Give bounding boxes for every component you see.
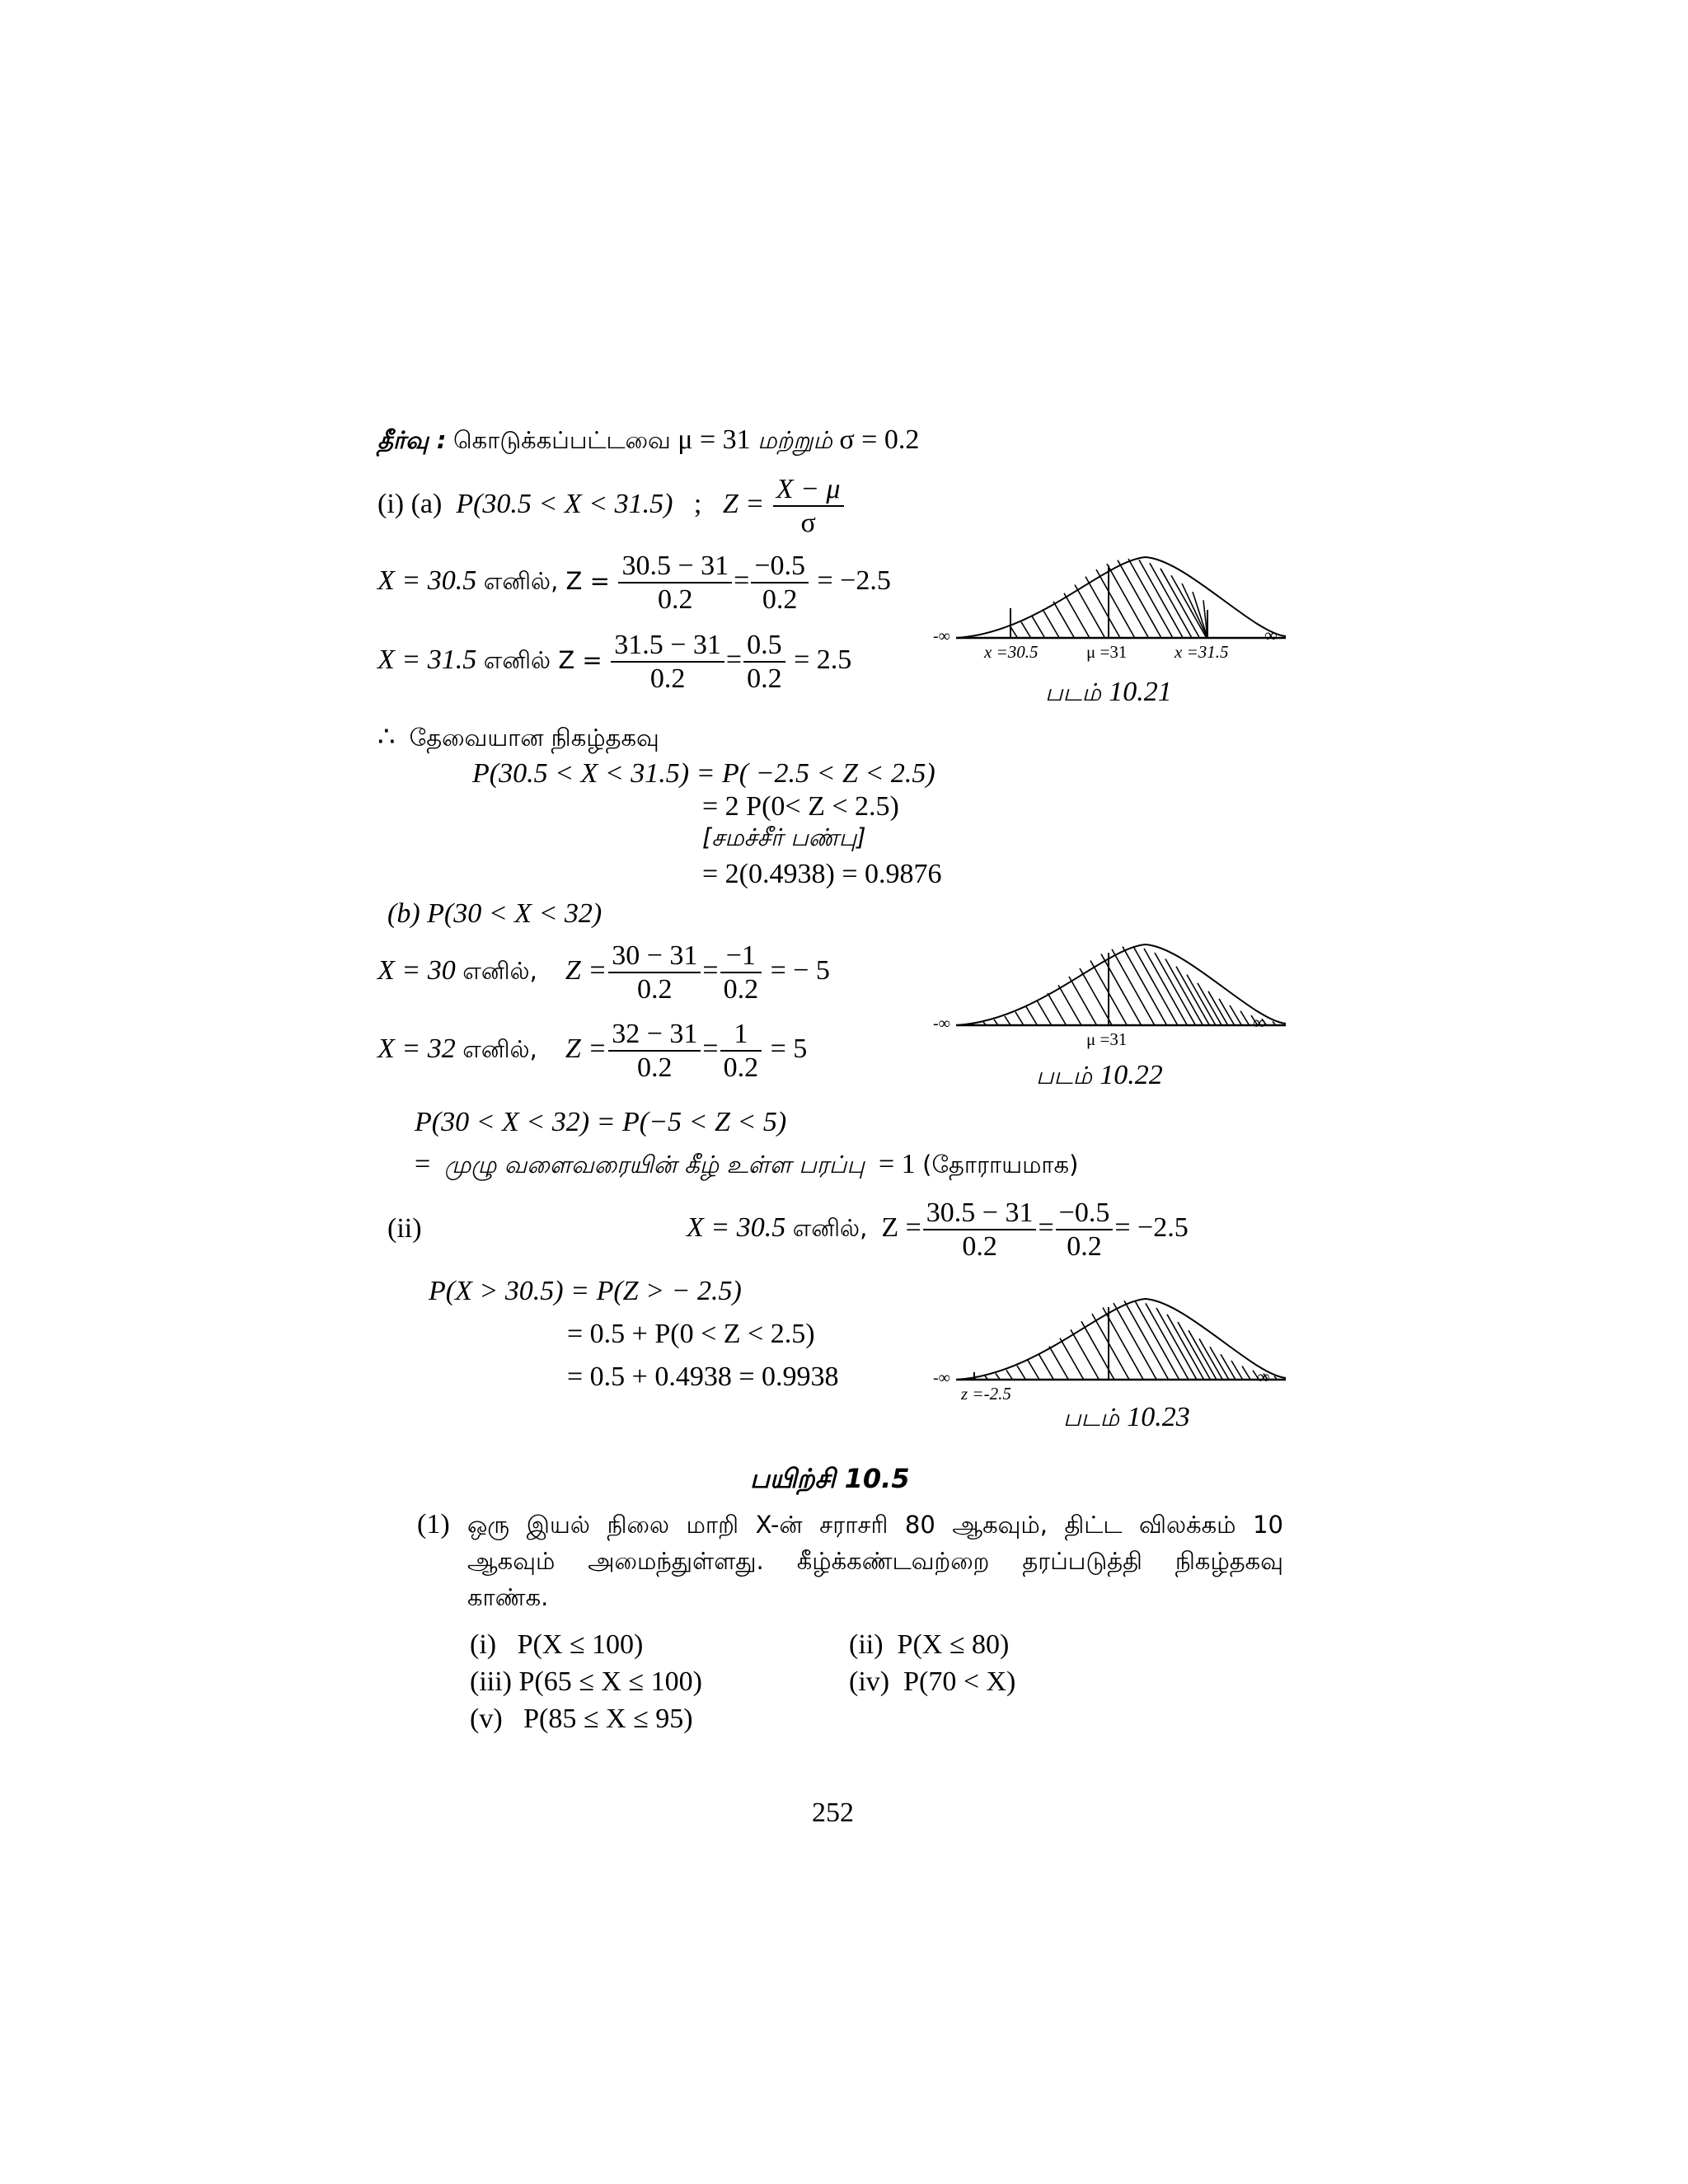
ib-line2-result: = 5 (770, 1033, 808, 1064)
ib-line2-if: எனில், (462, 1034, 537, 1063)
normal-curve (956, 944, 1286, 1025)
line1-lhs: X = 30.5 (377, 565, 477, 596)
part-ii-frac2-den: 0.2 (1067, 1231, 1102, 1263)
hatch-line (1037, 1001, 1052, 1025)
part-ii-label: (ii) (387, 1213, 422, 1244)
hatch-fig2 (973, 946, 1276, 1025)
therefore-symbol: ∴ (377, 722, 396, 752)
solution-line (377, 426, 919, 454)
line2-frac2-den: 0.2 (747, 663, 782, 695)
figure-10-21 (923, 544, 1302, 668)
line2-if: எனில் Z = (483, 645, 603, 674)
part-ia-prob: P(30.5 < X < 31.5) (456, 488, 673, 519)
part-ii-frac2-num: −0.5 (1056, 1197, 1114, 1230)
part-ii-frac2 (1056, 1197, 1114, 1263)
hatch-line (1085, 577, 1120, 638)
fig1-label-right: x =31.5 (1175, 642, 1229, 662)
part-ia-eq4: = 2(0.4938) = 0.9876 (702, 859, 942, 889)
z-formula-num: X − μ (773, 473, 844, 507)
ib-line1-frac2-num: −1 (720, 940, 762, 973)
part-ia-eq2 (702, 793, 899, 821)
hatch-line (1017, 1366, 1025, 1380)
hatch-line (1199, 1338, 1222, 1380)
and-text: மற்றும் (757, 426, 832, 454)
part-ib-line2: X = 32 எனில், Z = $\frac{32 - 31}{0.2}$ = $\frac{1}{0.2}$ = 5 (377, 1019, 808, 1084)
ib-line2-frac2 (720, 1018, 762, 1084)
hatch-line (1123, 947, 1167, 1025)
fig1-label-left: x =30.5 (984, 642, 1039, 662)
ib-line2-frac1 (608, 1018, 701, 1084)
ib-line2-frac1-den: 0.2 (637, 1052, 673, 1084)
part-ii-z: Z = (881, 1212, 921, 1243)
hatch-line (1071, 1329, 1099, 1380)
eq2-note: (தோராயமாக) (922, 1151, 1079, 1179)
line1-frac1 (618, 550, 732, 616)
caption-word: படம் (1045, 678, 1101, 706)
part-ia-line2: X = 31.5 எனில் Z = $\frac{31.5 - 31}{0.2}$ = $\frac{0.5}{0.2}$ = 2.5 (377, 630, 852, 695)
fig1-label-mid: μ =31 (1086, 642, 1128, 662)
line1-frac2 (751, 550, 809, 616)
line1-frac1-num: 30.5 − 31 (618, 550, 732, 583)
ib-line1-lhs: X = 30 (377, 954, 456, 986)
part-ib-eq1: P(30 < X < 32) = P(−5 < Z < 5) (415, 1107, 787, 1137)
caption-num: 10.23 (1127, 1402, 1190, 1432)
hatch-line (1135, 1301, 1179, 1380)
caption-num: 10.21 (1109, 677, 1172, 707)
given-sigma: σ = 0.2 (839, 424, 920, 455)
part-ii-frac1 (923, 1197, 1037, 1263)
neg-inf-label: -∞ (933, 627, 950, 645)
ib-line1-frac2 (720, 940, 762, 1005)
hatch-line (1198, 983, 1221, 1025)
line2-lhs: X = 31.5 (377, 644, 477, 675)
hatch-line (1006, 1370, 1012, 1380)
line2-frac2 (743, 629, 785, 695)
hatch-line (1064, 593, 1090, 638)
hatch-line (1028, 1360, 1039, 1380)
hatch-line (1060, 1338, 1084, 1380)
caption-10-22 (1036, 1062, 1163, 1090)
part-ib-eq2 (415, 1151, 1078, 1179)
part-ib-label: (b) P(30 < X < 32) (387, 898, 603, 929)
ib-line1-result: = − 5 (770, 954, 830, 986)
separator: ; (693, 488, 702, 519)
part-ii-line: X = 30.5 எனில், Z = $\frac{30.5 - 31}{0.2}$ = $\frac{-0.5}{0.2}$ = −2.5 (687, 1197, 1189, 1263)
eq2-prefix: = (415, 1149, 431, 1179)
question-line-3: காண்க. (467, 1583, 549, 1611)
hatch-line (1092, 1314, 1129, 1380)
line2-frac1-den: 0.2 (649, 663, 686, 695)
ib-line2-frac1-num: 32 − 31 (608, 1018, 701, 1052)
part-ii-lhs: X = 30.5 (687, 1212, 786, 1243)
caption-10-21 (1045, 678, 1172, 706)
exercise-part-iv: (iv) P(70 < X) (849, 1666, 1016, 1697)
exercise-part-v: (v) P(85 ≤ X ≤ 95) (470, 1704, 693, 1734)
ib-line1-z: Z = (565, 954, 607, 986)
z-formula-den: σ (800, 508, 816, 539)
part-ia-eq3: [சமச்சீர் பண்பு] (702, 823, 866, 851)
required-prob: தேவையான நிகழ்தகவு (409, 724, 659, 752)
ib-line1-frac1-num: 30 − 31 (608, 940, 701, 973)
hatch-line (1114, 1303, 1156, 1380)
solution-heading: தீர்வு : (377, 426, 447, 454)
ib-line2-frac2-num: 1 (720, 1018, 762, 1052)
question-line-1: ஒரு இயல் நிலை மாறி X-ன் சராசரி 80 ஆகவும், திட்ட விலக்கம் 10 (467, 1511, 1283, 1539)
page-number: 252 (812, 1797, 854, 1828)
line2-frac2-num: 0.5 (743, 629, 785, 663)
part-ii-if: எனில், (792, 1213, 868, 1242)
hatch-line (1242, 1366, 1250, 1380)
hatch-line (1021, 622, 1031, 638)
ib-line2-frac2-den: 0.2 (723, 1052, 759, 1084)
hatch-line (1139, 560, 1183, 638)
figure-10-22 (923, 931, 1302, 1055)
caption-word: படம் (1036, 1062, 1092, 1090)
part-ia-label: (i) (a) (377, 488, 443, 519)
hatch-line (1015, 1012, 1024, 1025)
fig2-label-mid: μ =31 (1086, 1029, 1128, 1049)
hatch-line (1112, 949, 1155, 1025)
exercise-part-iii: (iii) P(65 ≤ X ≤ 100) (470, 1666, 702, 1697)
hatch-line (1128, 559, 1173, 638)
pos-inf-label: ∞ (1253, 1012, 1266, 1033)
part-ii-result: = −2.5 (1114, 1212, 1189, 1243)
ib-line1-if: எனில், (462, 956, 537, 985)
hatch-fig3 (974, 1301, 1277, 1380)
line1-result: = −2.5 (817, 565, 891, 596)
hatch-line (1048, 993, 1067, 1025)
part-ii-frac1-num: 30.5 − 31 (923, 1197, 1037, 1230)
exercise-title: பயிற்சி 10.5 (750, 1463, 910, 1494)
hatch-line (1231, 1361, 1243, 1380)
question-line-2: ஆகவும் அமைந்துள்ளது. கீழ்க்கண்டவற்றை தரப்படுத்தி நிகழ்தகவு (467, 1547, 1283, 1575)
exercise-part-i: (i) P(X ≤ 100) (470, 1629, 644, 1660)
ib-line2-z: Z = (565, 1033, 607, 1064)
part-ii-eq3: = 0.5 + 0.4938 = 0.9938 (567, 1361, 839, 1392)
hatch-line (1075, 584, 1105, 638)
question-number: (1) (417, 1509, 450, 1540)
hatch-line (1032, 616, 1045, 638)
caption-num: 10.22 (1100, 1060, 1163, 1090)
hatch-line (1221, 1354, 1236, 1380)
hatch-line (1069, 977, 1097, 1025)
hatch-line (1043, 609, 1059, 638)
hatch-line (1230, 1005, 1241, 1025)
ib-line2-lhs: X = 32 (377, 1033, 456, 1064)
caption-10-23 (1063, 1404, 1190, 1432)
z-lhs: Z = (722, 488, 765, 519)
given-mu: μ = 31 (678, 424, 751, 455)
part-ia-eq1: P(30.5 < X < 31.5) = P( −2.5 < Z < 2.5) (472, 758, 935, 789)
hatch-line (1049, 1347, 1068, 1380)
fig3-label-left: z =-2.5 (961, 1384, 1011, 1404)
ib-line1-frac1 (608, 940, 701, 1005)
hatch-line (1005, 1016, 1010, 1025)
line1-frac2-den: 0.2 (762, 584, 798, 616)
ib-line1-frac1-den: 0.2 (637, 974, 673, 1005)
part-ib-line1: X = 30 எனில், Z = $\frac{30 - 31}{0.2}$ = $\frac{-1}{0.2}$ = − 5 (377, 940, 830, 1005)
line1-frac2-num: −0.5 (751, 550, 809, 583)
hatch-line (1039, 1354, 1053, 1380)
caption-word: படம் (1063, 1404, 1119, 1432)
line2-result: = 2.5 (794, 644, 852, 675)
part-ia-line1: X = 30.5 எனில், Z = $\frac{30.5 - 31}{0.2}$ = $\frac{-0.5}{0.2}$ = −2.5 (377, 551, 891, 616)
hatch-line (1133, 946, 1178, 1025)
hatch-line (1124, 1301, 1169, 1380)
part-ia-eq2-text: = 2 P(0< Z < 2.5) (702, 791, 899, 822)
eq2-value: = 1 (878, 1149, 916, 1179)
therefore-line (377, 724, 659, 752)
pos-inf-label: ∞ (1257, 1366, 1270, 1387)
line1-frac1-den: 0.2 (658, 584, 693, 616)
hatch-line (1026, 1007, 1037, 1025)
figure-10-23 (923, 1286, 1302, 1409)
exercise-part-ii: (ii) P(X ≤ 80) (849, 1629, 1010, 1660)
neg-inf-label: -∞ (933, 1369, 950, 1387)
ib-line1-frac2-den: 0.2 (723, 974, 759, 1005)
hatch-line (1080, 968, 1112, 1025)
neg-inf-label: -∞ (933, 1015, 950, 1033)
line2-frac1-num: 31.5 − 31 (611, 629, 724, 663)
part-ii-frac1-den: 0.2 (962, 1231, 997, 1263)
hatch-line (1219, 999, 1235, 1025)
hatch-line (1240, 1011, 1250, 1025)
line2-frac1 (611, 629, 724, 695)
eq2-text: முழு வளைவரையின் கீழ் உள்ள பரப்பு (444, 1151, 865, 1179)
hatch-line (1010, 626, 1018, 638)
given-text: கொடுக்கப்பட்டவை (453, 426, 671, 454)
part-ia-heading (377, 473, 846, 539)
part-ii-eq1: P(X > 30.5) = P(Z > − 2.5) (429, 1276, 742, 1306)
z-formula (773, 473, 844, 539)
normal-curve (956, 557, 1286, 638)
part-ii-eq2: = 0.5 + P(0 < Z < 2.5) (567, 1319, 815, 1349)
line1-if: எனில், Z = (483, 566, 610, 595)
pos-inf-label: ∞ (1264, 625, 1278, 645)
